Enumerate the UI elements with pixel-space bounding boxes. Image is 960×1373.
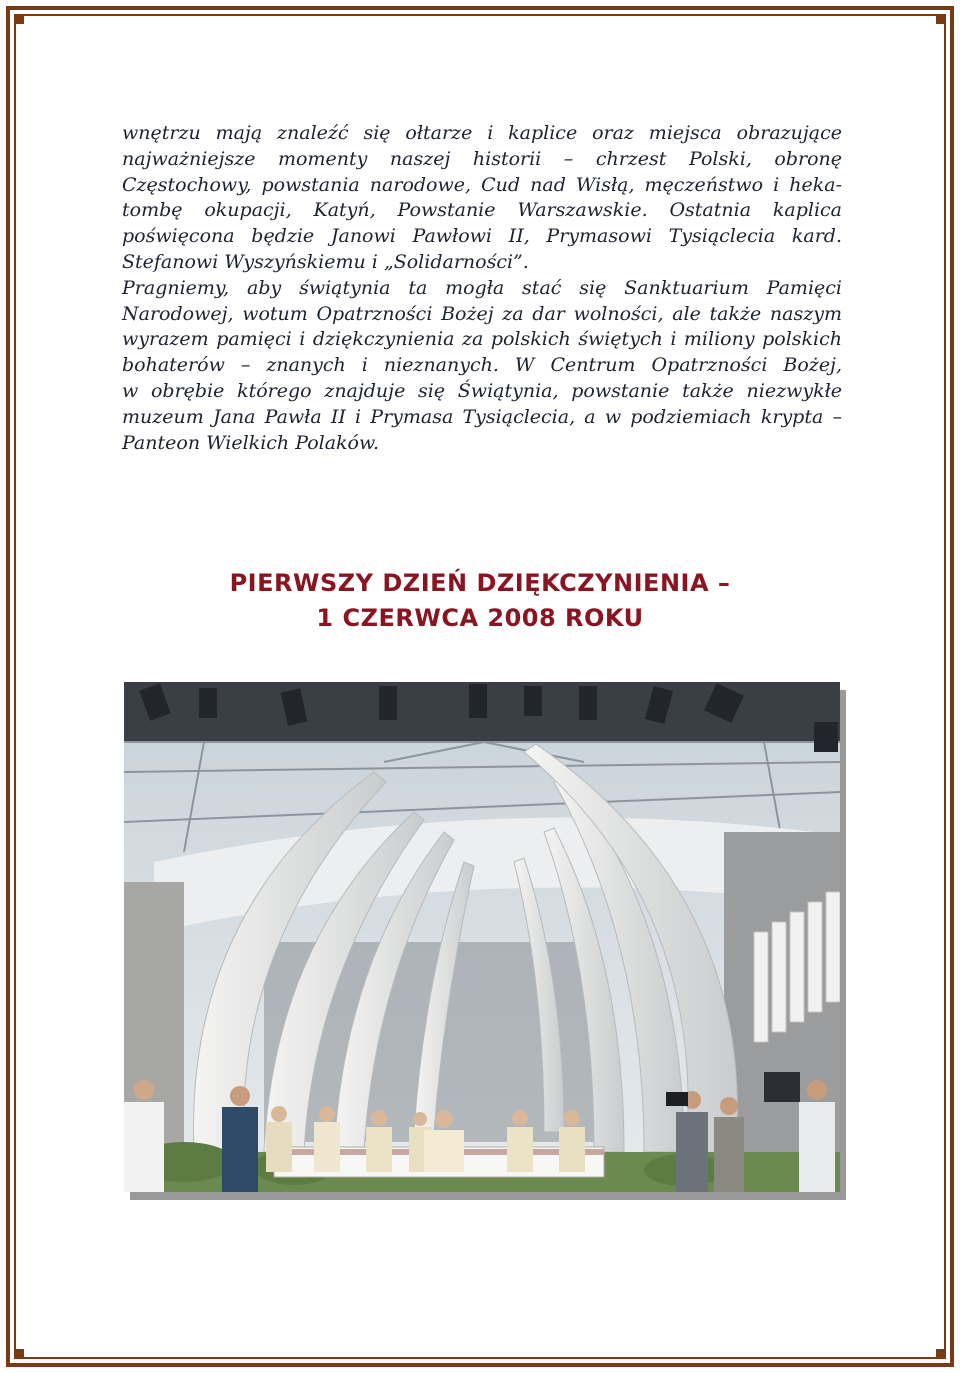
frame-corner-ornament [14,1349,24,1359]
paragraph-line: Pragniemy, aby świątynia ta mogła stać się Sanktuarium Pamięci [122,276,842,299]
body-paragraph [122,121,842,456]
paragraph-line: bohaterów – znanych i nieznanych. W Centrum Opatrzności Bożej, [122,354,842,377]
paragraph-line: wnętrzu mają znaleźć się ołtarze i kaplice oraz miejsca obrazujące [122,122,842,144]
altar-photo [124,682,840,1192]
frame-corner-ornament [14,14,24,24]
section-heading-line1: PIERWSZY DZIEŃ DZIĘKCZYNIENIA – [229,569,731,597]
section-heading-line2: 1 CZERWCA 2008 ROKU [316,604,644,632]
altar-photo-illustration [124,682,840,1192]
paragraph-line: Narodowej, wotum Opatrzności Bożej za dar wolności, ale także naszym [122,302,842,325]
frame-corner-ornament [936,14,946,24]
paragraph-line: Stefanowi Wyszyńskiemu i „Solidarności”. [122,250,529,273]
paragraph-line: najważniejsze momenty naszej historii – chrzest Polski, obronę [122,147,842,170]
paragraph-line: tombę okupacji, Katyń, Powstanie Warszawskie. Ostatnia kaplica [122,199,842,222]
paragraph-line: wyrazem pamięci i dziękczynienia za polskich świętych i miliony polskich [122,328,842,351]
paragraph-line: muzeum Jana Pawła II i Prymasa Tysiąclecia, a w podziemiach krypta – [122,405,842,428]
paragraph-line: w obrębie którego znajduje się Świątynia, powstanie także niezwykłe [122,379,842,402]
paragraph-line: poświęcona będzie Janowi Pawłowi II, Prymasowi Tysiąclecia kard. [122,225,842,248]
paragraph-line: Częstochowy, powstania narodowe, Cud nad Wisłą, męczeństwo i heka- [122,173,842,196]
frame-corner-ornament [936,1349,946,1359]
paragraph-line: Panteon Wielkich Polaków. [122,431,380,454]
